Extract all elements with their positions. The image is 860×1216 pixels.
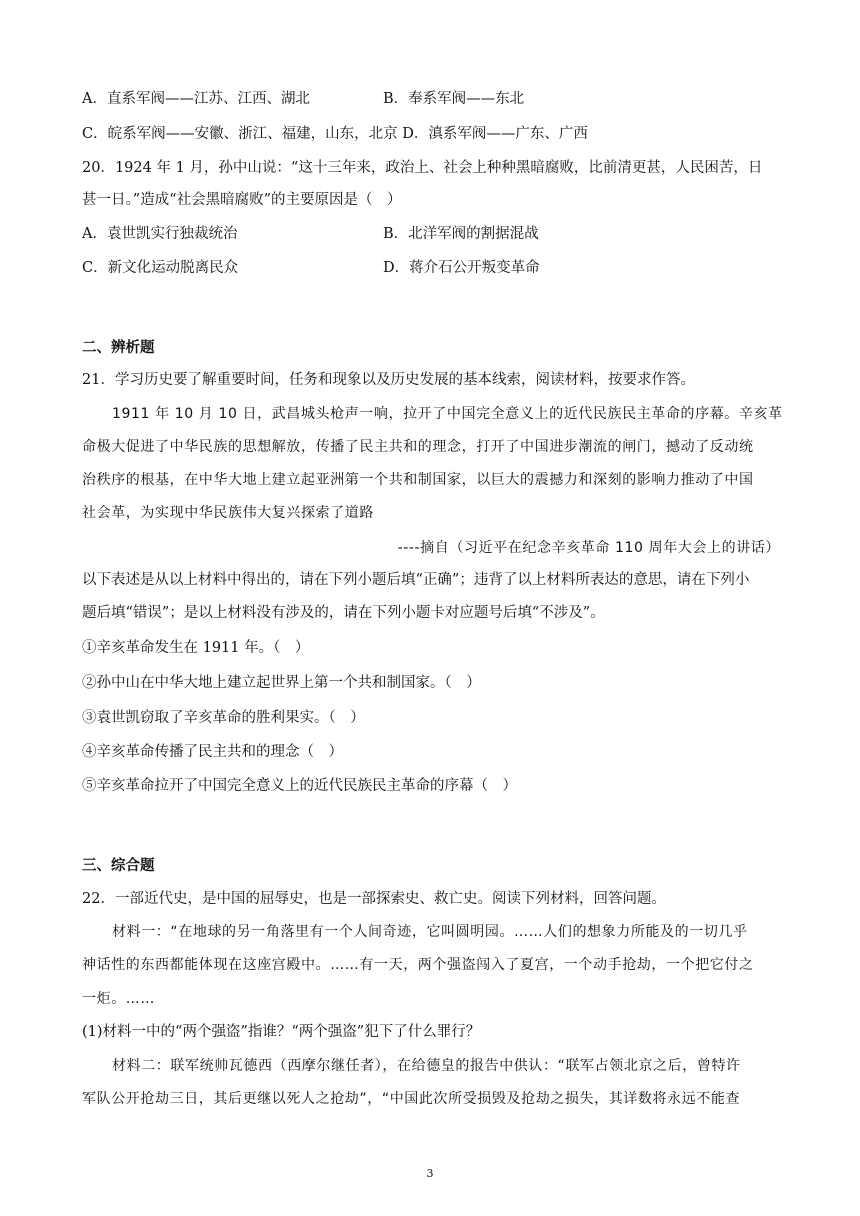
q19-option-c-d: C．皖系军阀——安徽、浙江、福建，山东，北京 D．滇系军阀——广东、广西 — [82, 126, 588, 142]
q22-material1-line3: 一炬。…… — [82, 991, 155, 1007]
q20-stem-line1: 20．1924 年 1 月，孙中山说：“这十三年来，政治上、社会上种种黑暗腐败，比前清更甚，人民困苦，日 — [82, 160, 763, 176]
q22-material1-line1: 材料一：“在地球的另一角落里有一个人间奇迹，它叫圆明园。……人们的想象力所能及的一切几乎 — [112, 924, 748, 940]
section3-title: 三、综合题 — [82, 857, 155, 874]
q19-option-a: A．直系军阀——江苏、江西、湖北 — [82, 91, 310, 107]
page-number: 3 — [426, 1167, 434, 1180]
q21-material-line3: 治秩序的根基，在中华大地上建立起亚洲第一个共和制国家，以巨大的震撼力和深刻的影响力推动了中国 — [82, 472, 754, 488]
q22-material1-line2: 神话性的东西都能体现在这座宫殿中。……有一天，两个强盗闯入了夏宫，一个动手抢劫，一个把它付之 — [82, 957, 754, 973]
q22-material2-line2: 军队公开抢劫三日，其后更继以死人之抢劫”，“中国此次所受损毁及抢劫之损失，其详数将永远不能查 — [82, 1091, 741, 1107]
q21-item-4: ④辛亥革命传播了民主共和的理念（ ） — [82, 744, 343, 760]
q22-stem: 22．一部近代史，是中国的屈辱史，也是一部探索史、救亡史。阅读下列材料，回答问题。 — [82, 891, 666, 907]
q22-sub1: (1)材料一中的“两个强盗”指谁？“两个强盗”犯下了什么罪行？ — [82, 1024, 481, 1040]
section2-title: 二、辨析题 — [82, 339, 155, 356]
q21-source: ----摘自（习近平在纪念辛亥革命 110 周年大会上的讲话） — [397, 540, 780, 556]
q21-material-line4: 社会革，为实现中华民族伟大复兴探索了道路 — [82, 505, 374, 521]
q20-option-c: C．新文化运动脱离民众 — [82, 260, 239, 276]
q21-instruction-line1: 以下表述是从以上材料中得出的，请在下列小题后填“正确”；违背了以上材料所表达的意思，请在下列小 — [82, 572, 750, 588]
q21-item-2: ②孙中山在中华大地上建立起世界上第一个共和制国家。（ ） — [82, 675, 481, 691]
q21-stem: 21．学习历史要了解重要时间，任务和现象以及历史发展的基本线索，阅读材料，按要求作答。 — [82, 372, 695, 388]
q20-option-b: B．北洋军阀的割据混战 — [383, 226, 539, 242]
q22-material2-line1: 材料二：联军统帅瓦德西（西摩尔继任者），在给德皇的报告中供认：“联军占领北京之后，曾特许 — [112, 1058, 741, 1074]
q21-item-1: ①辛亥革命发生在 1911 年。（ ） — [82, 640, 310, 656]
q19-option-b: B．奉系军阀——东北 — [383, 91, 525, 107]
q20-stem-line2: 甚一日。”造成“社会黑暗腐败”的主要原因是（ ） — [82, 192, 402, 208]
q21-material-line2: 命极大促进了中华民族的思想解放，传播了民主共和的理念，打开了中国进步潮流的闸门，撼动了反动统 — [82, 439, 754, 455]
q21-material-line1: 1911 年 10 月 10 日，武昌城头枪声一响，拉开了中国完全意义上的近代民族民主革命的序幕。辛亥革 — [112, 406, 783, 422]
q20-option-a: A．袁世凯实行独裁统治 — [82, 226, 238, 242]
q21-item-3: ③袁世凯窃取了辛亥革命的胜利果实。（ ） — [82, 710, 365, 726]
q21-item-5: ⑤辛亥革命拉开了中国完全意义上的近代民族民主革命的序幕（ ） — [82, 778, 517, 794]
q21-instruction-line2: 题后填“错误”；是以上材料没有涉及的，请在下列小题卡对应题号后填“不涉及”。 — [82, 605, 605, 621]
q20-option-d: D．蒋介石公开叛变革命 — [383, 260, 540, 276]
